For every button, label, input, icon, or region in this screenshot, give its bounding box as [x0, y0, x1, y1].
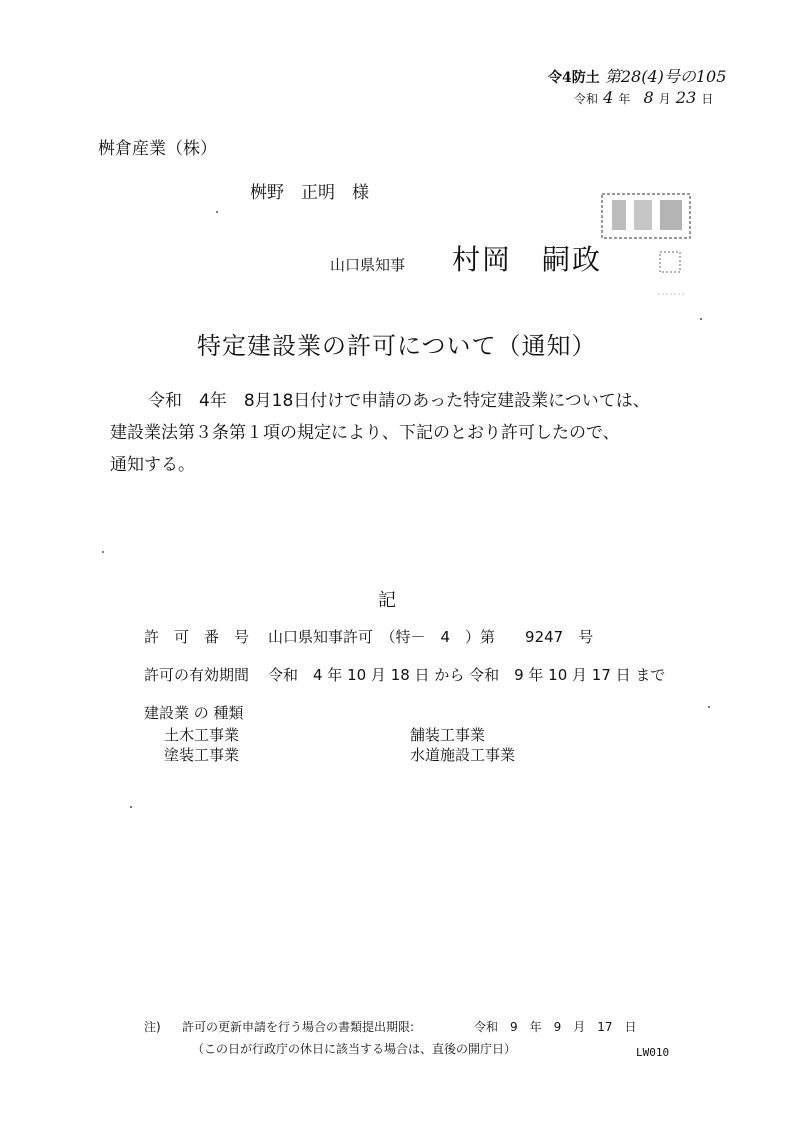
scan-speck — [216, 211, 218, 213]
validity-label: 許可の有効期間 — [144, 666, 250, 684]
document-title: 特定建設業の許可について（通知） — [197, 332, 597, 360]
reference-line — [548, 64, 726, 87]
date-day: 23 — [675, 88, 697, 107]
form-code: LW010 — [636, 1046, 670, 1059]
renewal-deadline-date: 令和 9 年 9 月 17 日 — [474, 1020, 637, 1034]
office-stamp: 令4防土 — [548, 70, 600, 86]
recipient-person: 桝野 正明 様 — [250, 183, 369, 203]
business-type-item: 水道施設工事業 — [410, 746, 516, 764]
body-line-2: 建設業法第３条第１項の規定により、下記のとおり許可したので、 — [110, 423, 620, 443]
scan-speck — [102, 551, 104, 553]
date-year-unit: 年 — [618, 92, 631, 106]
sender-name: 村岡 嗣政 — [452, 243, 603, 276]
body-line-1: 令和 4年 8月18日付けで申請のあった特定建設業については、 — [148, 391, 650, 411]
renewal-deadline-note: 許可の更新申請を行う場合の書類提出期限: — [182, 1020, 415, 1034]
permit-number-label: 許 可 番 号 — [144, 628, 250, 646]
permit-number-value: 山口県知事許可 （特－ 4 ）第 9247 号 — [268, 628, 594, 646]
business-type-item: 土木工事業 — [164, 726, 240, 744]
official-seal — [598, 190, 694, 300]
body-line-3: 通知する。 — [110, 455, 195, 475]
validity-value: 令和 4 年 10 月 18 日 から 令和 9 年 10 月 17 日 まで — [268, 666, 666, 684]
issue-date — [574, 88, 713, 107]
date-era: 令和 — [574, 92, 599, 106]
business-types-label: 建設業 の 種類 — [144, 704, 244, 722]
note-marker: 注) — [144, 1020, 161, 1034]
business-type-item: 塗装工事業 — [164, 746, 240, 764]
date-year: 4 — [603, 88, 614, 107]
scan-speck — [700, 318, 702, 320]
business-type-item: 舗装工事業 — [410, 726, 486, 744]
scan-speck — [130, 806, 132, 808]
reference-number: 第28(4)号の105 — [604, 67, 727, 86]
recipient-company: 桝倉産業（株） — [98, 139, 217, 159]
date-day-unit: 日 — [701, 92, 714, 106]
ki-heading: 記 — [378, 590, 396, 611]
holiday-note: （この日が行政庁の休日に該当する場合は、直後の開庁日） — [192, 1042, 517, 1056]
scan-speck — [708, 706, 710, 708]
date-month: 8 — [643, 88, 654, 107]
date-month-unit: 月 — [658, 92, 671, 106]
sender-title: 山口県知事 — [330, 256, 406, 274]
